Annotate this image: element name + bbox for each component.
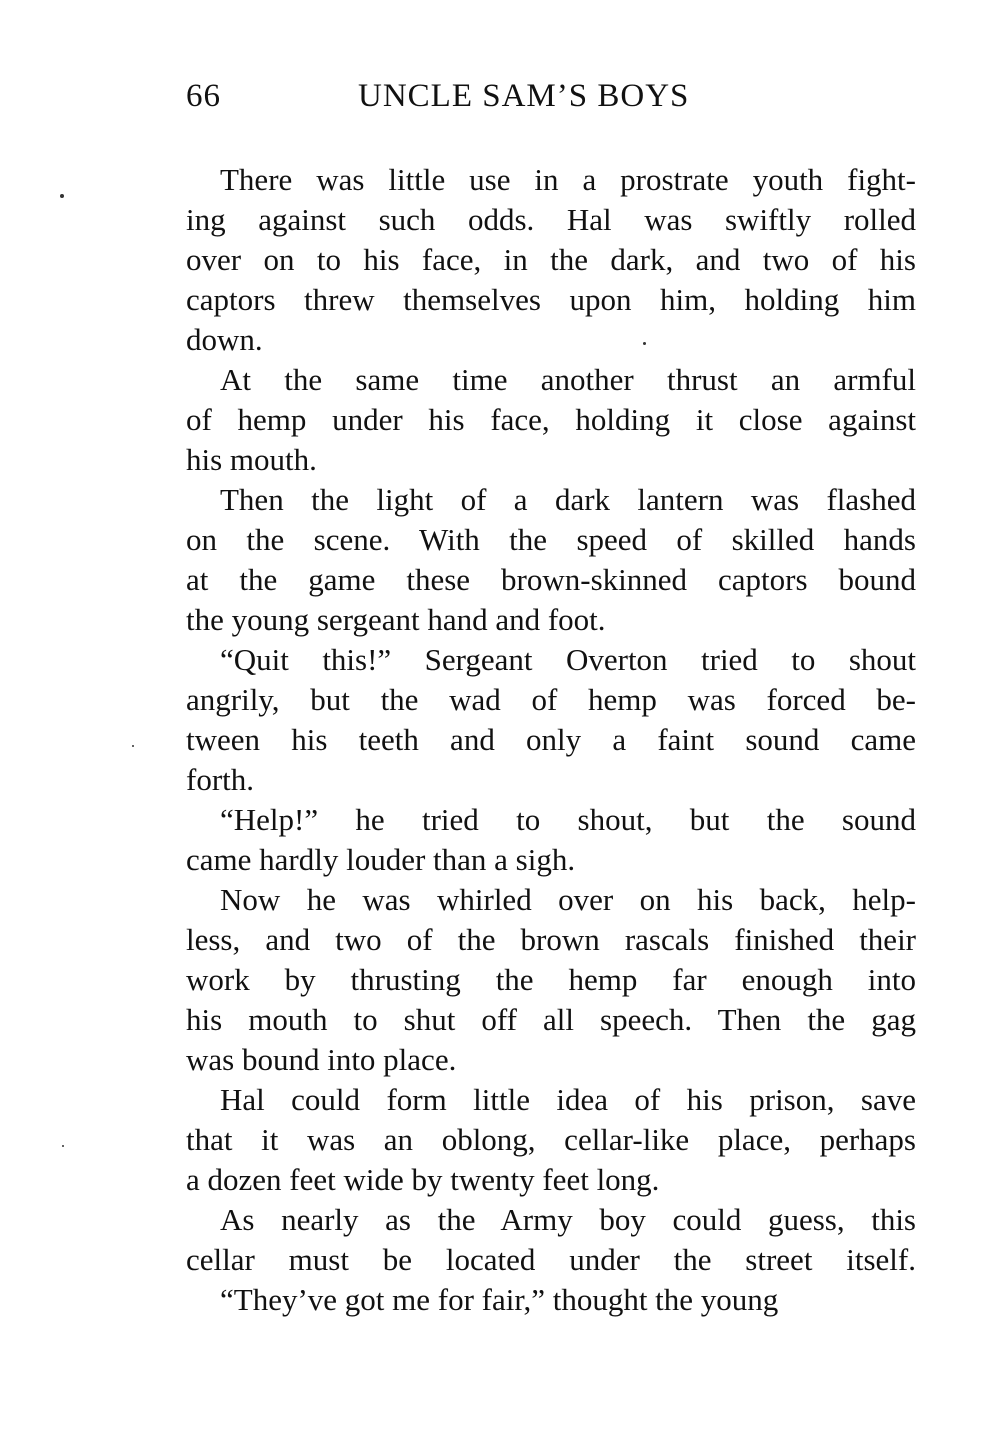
text-line: There was little use in a prostrate youth fight- bbox=[220, 162, 916, 197]
text-line: that it was an oblong, cellar-like place, perhaps bbox=[186, 1122, 916, 1157]
text-line: his mouth to shut off all speech. Then the gag bbox=[186, 1002, 916, 1037]
text-line: At the same time another thrust an armful bbox=[220, 362, 916, 397]
text-line: Hal could form little idea of his prison, save bbox=[220, 1082, 916, 1117]
text-line: of hemp under his face, holding it close against bbox=[186, 402, 916, 437]
text-line: “Quit this!” Sergeant Overton tried to shout bbox=[220, 642, 916, 677]
text-line: “Help!” he tried to shout, but the sound bbox=[220, 802, 916, 837]
text-line: angrily, but the wad of hemp was forced be- bbox=[186, 682, 916, 717]
text-line: was bound into place. bbox=[186, 1042, 457, 1077]
text-line: his mouth. bbox=[186, 442, 317, 477]
text-line: Now he was whirled over on his back, help- bbox=[220, 882, 916, 917]
text-line: on the scene. With the speed of skilled hands bbox=[186, 522, 916, 557]
text-line: ing against such odds. Hal was swiftly rolled bbox=[186, 202, 916, 237]
text-line: at the game these brown-skinned captors bound bbox=[186, 562, 916, 597]
ink-speck bbox=[60, 194, 64, 198]
text-line: down. bbox=[186, 322, 263, 357]
text-line: tween his teeth and only a faint sound came bbox=[186, 722, 916, 757]
text-line: “They’ve got me for fair,” thought the young bbox=[220, 1282, 779, 1317]
ink-speck bbox=[62, 1145, 64, 1147]
text-line: Then the light of a dark lantern was flashed bbox=[220, 482, 916, 517]
text-line: cellar must be located under the street itself. bbox=[186, 1242, 916, 1277]
text-line: over on to his face, in the dark, and two of his bbox=[186, 242, 916, 277]
text-line: a dozen feet wide by twenty feet long. bbox=[186, 1162, 660, 1197]
text-line: work by thrusting the hemp far enough into bbox=[186, 962, 916, 997]
page-number: 66 bbox=[186, 78, 221, 114]
ink-speck bbox=[132, 745, 134, 747]
text-line: As nearly as the Army boy could guess, this bbox=[220, 1202, 916, 1237]
running-title: UNCLE SAM’S BOYS bbox=[358, 78, 690, 114]
text-line: came hardly louder than a sigh. bbox=[186, 842, 576, 877]
text-line: the young sergeant hand and foot. bbox=[186, 602, 606, 637]
text-line: less, and two of the brown rascals finished their bbox=[186, 922, 916, 957]
page-header bbox=[186, 78, 916, 128]
text-line: forth. bbox=[186, 762, 255, 797]
body-text bbox=[186, 160, 916, 1320]
text-line: captors threw themselves upon him, holding him bbox=[186, 282, 916, 317]
ink-speck bbox=[643, 342, 646, 345]
